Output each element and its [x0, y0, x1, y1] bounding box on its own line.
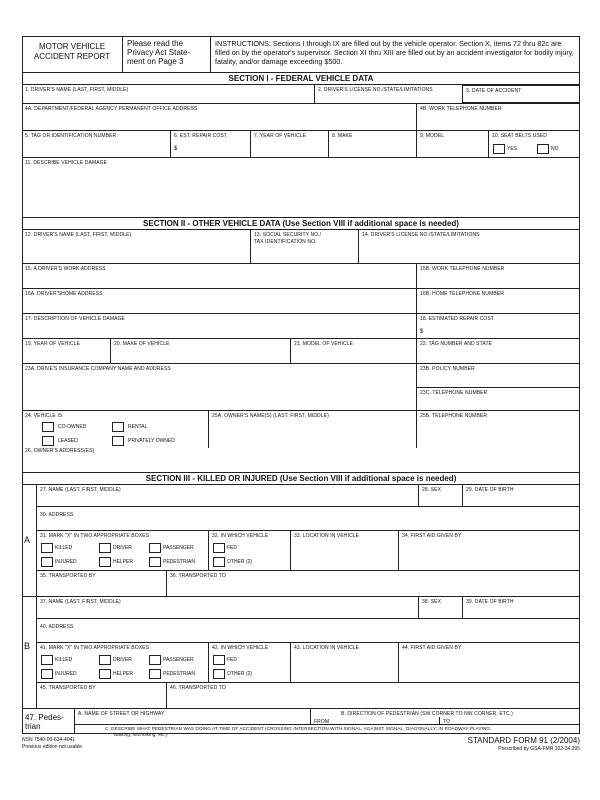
row-a-marks: [36, 530, 580, 570]
pedestrian-activity-label: C. DESCRIBE WHAT PEDESTRIAN WAS DOING AT TIME OF ACCIDENT (CROSSING INTERSECTION WITH SIGNAL, AGAINST SIGNAL, DIAGONALLY; IN ROADWAY PLAYING,: [105, 726, 492, 731]
a-which-vehicle: [208, 531, 290, 570]
owner-phone-label: 25B. TELEPHONE NUMBER: [420, 413, 488, 419]
ssn-field[interactable]: [250, 230, 358, 263]
section-2-title: SECTION II - OTHER VEHICLE DATA (Use Section VIII if additional space is needed): [22, 217, 580, 229]
a-transported-by-label: 35. TRANSPORTED BY: [40, 573, 96, 579]
other-tag-label: 22. TAG NUMBER AND STATE: [420, 341, 493, 347]
other-model-field[interactable]: [290, 339, 416, 363]
a-location-label: 33. LOCATION IN VEHICLE: [294, 533, 360, 539]
other-year-label: 19. YEAR OF VEHICLE: [25, 341, 80, 347]
a-killed-label: KILLED: [55, 545, 73, 551]
seat-belts-yes-checkbox[interactable]: [493, 144, 505, 154]
seat-belts-yes-label: YES: [507, 146, 518, 152]
b-killed-label: KILLED: [55, 657, 73, 663]
row-home-address: [22, 288, 580, 313]
a-pedestrian-checkbox[interactable]: [149, 557, 161, 567]
b-transported-by-field[interactable]: [36, 683, 166, 708]
a-injured-checkbox[interactable]: [41, 557, 53, 567]
a-passenger-label: PASSENGER: [163, 545, 194, 551]
owner-address-label: 26. OWNER'S ADDRESS(ES): [25, 448, 95, 454]
vehicle-damage-field[interactable]: [22, 158, 580, 217]
other-home-phone-label: 16B. HOME TELEPHONE NUMBER: [420, 291, 504, 297]
to-label: TO: [443, 719, 451, 725]
row-a-address: [36, 506, 580, 530]
b-sex-label: 38. SEX: [422, 599, 442, 605]
leased-checkbox[interactable]: [42, 436, 54, 446]
a-passenger-checkbox[interactable]: [149, 543, 161, 553]
b-dob-label: 39. DATE OF BIRTH: [466, 599, 514, 605]
make-field[interactable]: [328, 131, 416, 157]
a-mark-label: 31. MARK "X" IN TWO APPROPRIATE BOXES: [40, 533, 150, 539]
a-helper-checkbox[interactable]: [99, 557, 111, 567]
from-label: FROM: [314, 719, 330, 725]
person-b-side: [22, 596, 36, 708]
a-name-field[interactable]: [36, 485, 418, 506]
prescribed-by: Prescribed by GSA-FMR 102-34.295: [498, 746, 580, 752]
person-b-block: [36, 596, 580, 708]
b-passenger-label: PASSENGER: [163, 657, 194, 663]
a-other-checkbox[interactable]: [213, 557, 225, 567]
form-number: [468, 736, 580, 754]
driver-name-label: 1. DRIVER'S NAME (LAST, FIRST, MIDDLE): [25, 87, 129, 93]
driver-license-field[interactable]: [314, 85, 462, 103]
person-b-letter: B: [24, 641, 31, 651]
a-helper-label: HELPER: [113, 559, 134, 565]
row-vehicle-owner: [22, 410, 580, 448]
street-name-label: A. NAME OF STREET OR HIGHWAY: [78, 711, 165, 717]
section-1-title: SECTION I - FEDERAL VEHICLE DATA: [22, 72, 580, 84]
b-transported-by-label: 45. TRANSPORTED BY: [40, 685, 96, 691]
row-b-marks: [36, 642, 580, 682]
insurance-phone-field[interactable]: [416, 387, 580, 411]
other-repair-cost-label: 18. ESTIMATED REPAIR COST: [420, 316, 494, 322]
driver-license-label: 2. DRIVER'S LICENSE NO./STATE/LIMITATIONS: [318, 87, 433, 93]
b-injured-checkbox[interactable]: [41, 669, 53, 679]
b-sex-field[interactable]: [418, 597, 462, 618]
b-fed-checkbox[interactable]: [213, 655, 225, 665]
a-address-field[interactable]: [36, 507, 580, 530]
dept-address-field[interactable]: [22, 104, 416, 130]
b-transported-to-field[interactable]: [166, 683, 580, 708]
vehicle-damage-label: 11. DESCRIBE VEHICLE DAMAGE: [25, 160, 108, 166]
other-driver-name-field[interactable]: [22, 230, 250, 263]
other-tag-field[interactable]: [416, 339, 580, 363]
a-mark-boxes: [36, 531, 208, 570]
other-make-label: 20. MAKE OF VEHICLE: [114, 341, 170, 347]
b-first-aid-field[interactable]: [398, 643, 580, 682]
b-location-field[interactable]: [290, 643, 398, 682]
rental-label: RENTAL: [128, 424, 148, 430]
form-header: [22, 36, 580, 72]
a-sex-field[interactable]: [418, 485, 462, 506]
row-a-name: [36, 484, 580, 506]
pedestrian-label: 47. Pedes- trian: [25, 713, 64, 731]
a-driver-label: DRIVER: [113, 545, 132, 551]
other-make-field[interactable]: [110, 339, 290, 363]
direction-label: B. DIRECTION OF PEDESTRIAN (SW CORNER TO NW CORNER, ETC.): [341, 711, 513, 717]
other-repair-cost-field[interactable]: [416, 314, 580, 338]
other-damage-label: 17. DESCRIPTION OF VEHICLE DAMAGE: [25, 316, 125, 322]
row-b-address: [36, 618, 580, 642]
other-damage-field[interactable]: [22, 314, 416, 338]
b-helper-checkbox[interactable]: [99, 669, 111, 679]
street-name-field[interactable]: [74, 709, 310, 724]
a-which-vehicle-label: 32. IN WHICH VEHICLE: [212, 533, 269, 539]
row-other-damage: [22, 313, 580, 338]
b-other-label: OTHER (2): [227, 671, 252, 677]
a-fed-label: FED: [227, 545, 237, 551]
row-pedestrian-ab: [74, 708, 580, 724]
co-owned-checkbox[interactable]: [42, 422, 54, 432]
owner-name-label: 25A. OWNER'S NAME(S) (LAST, FIRST, MIDDLE): [212, 413, 329, 419]
insurance-label: 23A. DRIVE'S INSURANCE COMPANY NAME AND ADDRESS: [25, 366, 171, 372]
row-work-address: [22, 263, 580, 288]
other-home-phone-field[interactable]: [416, 289, 580, 313]
other-home-address-label: 16A. DRIVER'SHOME ADDRESS: [25, 291, 103, 297]
other-work-phone-field[interactable]: [416, 264, 580, 288]
section-3-title: SECTION III - KILLED OR INJURED (Use Section VIII if additional space is needed): [22, 472, 580, 484]
model-label: 9. MODEL: [420, 133, 445, 139]
tag-number-field[interactable]: [22, 131, 170, 157]
standard-form-label: STANDARD FORM 91 (2/2004): [467, 736, 580, 745]
b-address-label: 40. ADDRESS: [40, 624, 74, 630]
year-vehicle-field[interactable]: [250, 131, 328, 157]
a-transported-to-field[interactable]: [166, 571, 580, 596]
a-other-label: OTHER (2): [227, 559, 252, 565]
person-a-side: [22, 484, 36, 596]
form-title: MOTOR VEHICLE ACCIDENT REPORT: [33, 42, 111, 61]
pedestrian-block: [74, 708, 580, 734]
a-sex-label: 28. SEX: [422, 487, 442, 493]
b-mark-boxes: [36, 643, 208, 682]
row-driver-license-date: [22, 84, 580, 103]
a-address-label: 30. ADDRESS: [40, 512, 74, 518]
b-name-field[interactable]: [36, 597, 418, 618]
b-pedestrian-checkbox[interactable]: [149, 669, 161, 679]
a-driver-checkbox[interactable]: [99, 543, 111, 553]
repair-cost-field[interactable]: [170, 131, 250, 157]
policy-number-label: 23B. POLICY NUMBER: [420, 366, 475, 372]
insurance-phone-label: 23C. TELEPHONE NUMBER: [420, 390, 488, 396]
leased-label: LEASED: [58, 438, 78, 444]
privately-owned-checkbox[interactable]: [112, 436, 124, 446]
b-address-field[interactable]: [36, 619, 580, 642]
b-driver-checkbox[interactable]: [99, 655, 111, 665]
b-first-aid-label: 44. FIRST AID GIVEN BY: [402, 645, 462, 651]
a-name-label: 27. NAME (LAST, FIRST, MIDDLE): [40, 487, 121, 493]
date-of-accident-label: 3. DATE OF ACCIDENT: [466, 88, 522, 94]
other-work-phone-label: 15B. WORK TELEPHONE NUMBER: [420, 266, 505, 272]
other-work-address-label: 15. A DRIVER'S WORK ADDRESS: [25, 266, 106, 272]
dollar-sign: $: [420, 329, 424, 335]
owner-address-field[interactable]: [22, 448, 580, 472]
row-b-transport: [36, 682, 580, 708]
person-a-block: [36, 484, 580, 596]
row-tag-cost-year: [22, 130, 580, 157]
pedestrian-side: [22, 708, 74, 734]
a-transported-to-label: 36. TRANSPORTED TO: [170, 573, 226, 579]
other-model-label: 21. MODEL OF VEHICLE: [294, 341, 354, 347]
nsn-number: NSN 7540-00-634-4041 Previous edition not usable: [22, 737, 83, 750]
person-a-letter: A: [24, 535, 31, 545]
dollar-sign: $: [174, 146, 178, 152]
a-first-aid-field[interactable]: [398, 531, 580, 570]
b-driver-label: DRIVER: [113, 657, 132, 663]
co-owned-label: CO-OWNED: [58, 424, 87, 430]
a-fed-checkbox[interactable]: [213, 543, 225, 553]
instructions: INSTRUCTIONS: Sections I through IX are filled out by the vehicle operator. Section X, items 72 thru 82c are filled on by the operator's supervisor. Section XI thru XIII are filled out by an accident investigator for bodily injury, fatality, and/or damage exceeding $500.: [210, 36, 580, 72]
row-insurance: [22, 363, 580, 410]
b-mark-label: 41. MARK "X" IN TWO APPROPRIATE BOXES: [40, 645, 150, 651]
repair-cost-label: 6. EST. REPAIR COST: [174, 133, 227, 139]
tag-number-label: 5. TAG OR IDENTIFICATION NUMBER: [25, 133, 117, 139]
other-home-address-field[interactable]: [22, 289, 416, 313]
model-field[interactable]: [416, 131, 488, 157]
seat-belts-field: [488, 131, 580, 157]
rental-checkbox[interactable]: [112, 422, 124, 432]
a-pedestrian-label: PEDESTRIAN: [163, 559, 195, 565]
seat-belts-no-checkbox[interactable]: [537, 144, 549, 154]
direction-field: [310, 709, 580, 724]
b-injured-label: INJURED: [55, 671, 77, 677]
row-b-name: [36, 596, 580, 618]
date-of-accident-field[interactable]: [462, 85, 580, 103]
b-killed-checkbox[interactable]: [41, 655, 53, 665]
b-dob-field[interactable]: [462, 597, 580, 618]
other-work-address-field[interactable]: [22, 264, 416, 288]
b-which-vehicle-label: 42. IN WHICH VEHICLE: [212, 645, 269, 651]
b-passenger-checkbox[interactable]: [149, 655, 161, 665]
insurance-field[interactable]: [22, 364, 416, 410]
other-license-label: 14. DRIVER'S LICENSE NO./STATE/LIMITATIONS: [362, 232, 480, 238]
tin-label: TAX IDENTIFICATION NO.: [254, 239, 317, 245]
a-dob-field[interactable]: [462, 485, 580, 506]
b-location-label: 43. LOCATION IN VEHICLE: [294, 645, 360, 651]
make-label: 8. MAKE: [332, 133, 353, 139]
other-license-field[interactable]: [358, 230, 580, 263]
a-injured-label: INJURED: [55, 559, 77, 565]
b-which-vehicle: [208, 643, 290, 682]
driver-name-field[interactable]: [22, 85, 314, 103]
b-helper-label: HELPER: [113, 671, 134, 677]
ssn-label: 13. SOCIAL SECURITY NO./: [254, 232, 322, 238]
row-dept-address: [22, 103, 580, 130]
b-pedestrian-label: PEDESTRIAN: [163, 671, 195, 677]
privately-owned-label: PRIVATELY OWNED: [128, 438, 175, 444]
owner-phone-field[interactable]: [416, 411, 580, 448]
work-phone-field[interactable]: [416, 104, 580, 130]
pedestrian-activity-label-cont: walking, hitchhiking, etc.): [114, 732, 168, 737]
year-vehicle-label: 7. YEAR OF VEHICLE: [254, 133, 307, 139]
privacy-notice: Please read the Privacy Act State- ment on Page 3: [122, 36, 210, 72]
other-driver-name-label: 12. DRIVER'S NAME (LAST, FIRST, MIDDLE): [25, 232, 132, 238]
b-name-label: 37. NAME (LAST, FIRST, MIDDLE): [40, 599, 121, 605]
b-transported-to-label: 46. TRANSPORTED TO: [170, 685, 226, 691]
a-location-field[interactable]: [290, 531, 398, 570]
row-a-transport: [36, 570, 580, 596]
row-other-driver: [22, 229, 580, 263]
vehicle-is-label: 24. VEHICLE IS: [25, 413, 63, 419]
a-transported-by-field[interactable]: [36, 571, 166, 596]
b-other-checkbox[interactable]: [213, 669, 225, 679]
other-year-field[interactable]: [22, 339, 110, 363]
vehicle-is-field: [22, 411, 208, 448]
dept-address-label: 4A. DEPARTMENT/FEDERAL AGENCY PERMANENT OFFICE ADDRESS: [25, 106, 198, 112]
work-phone-label: 4B. WORK TELEPHONE NUMBER: [420, 106, 502, 112]
a-first-aid-label: 34. FIRST AID GIVEN BY: [402, 533, 462, 539]
b-fed-label: FED: [227, 657, 237, 663]
seat-belts-label: 10. SEAT BELTS USED: [492, 133, 547, 139]
a-dob-label: 29. DATE OF BIRTH: [466, 487, 514, 493]
seat-belts-no-label: NO: [551, 146, 559, 152]
row-vehicle-damage: [22, 157, 580, 217]
row-other-year-make: [22, 338, 580, 363]
owner-name-field[interactable]: [208, 411, 416, 448]
a-killed-checkbox[interactable]: [41, 543, 53, 553]
